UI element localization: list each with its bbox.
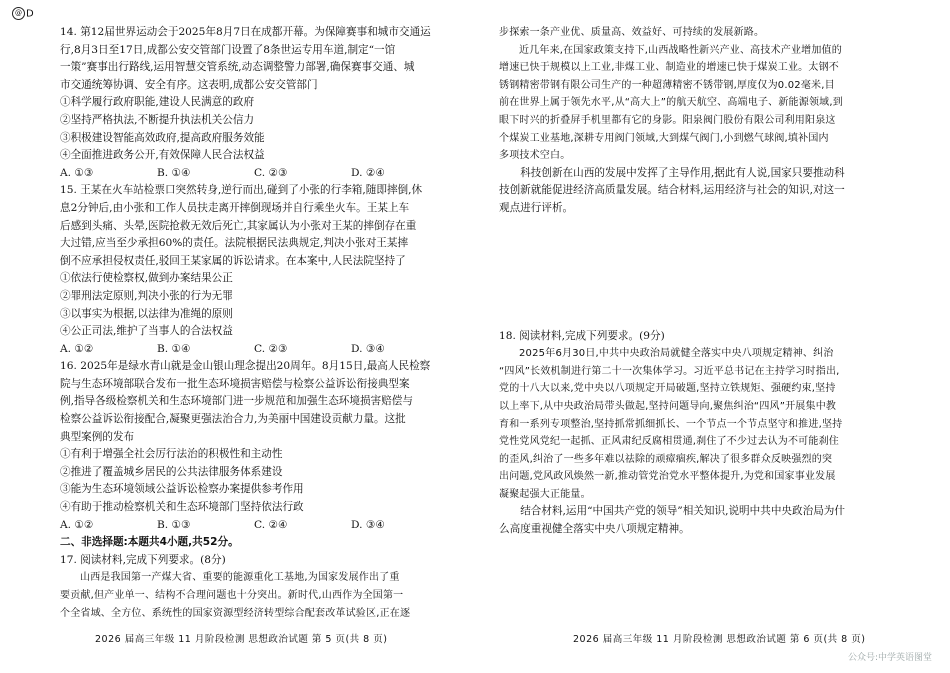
q15-item: ③以事实为根据,以法律为准绳的原则 [60, 307, 233, 320]
q16-stem-line: 典型案例的发布 [60, 430, 135, 443]
question-14 [60, 24, 450, 182]
q16-stem-line: 例,指导各级检察机关和生态环境部门进一步规范和加强生态环境损害赔偿与 [60, 395, 413, 408]
option-a: A. ①② [60, 518, 94, 531]
q14-item: ③积极建设智能高效政府,提高政府服务效能 [60, 131, 265, 144]
circle-mark: @ [12, 7, 25, 20]
q15-item: ①依法行使检察权,做到办案结果公正 [60, 272, 233, 285]
page-footer: 2026 届高三年级 11 月阶段检测 思想政治试题 第 5 页(共 8 页) [95, 634, 388, 645]
question-17-continued [499, 24, 899, 218]
q18-material-line: 出问题,党风政风焕然一新,推动管党治党水平整体提升,为党和国家事业发展 [499, 471, 836, 483]
version-letter: D [26, 8, 34, 20]
q17-material-line: 要贡献,但产业单一、结构不合理问题也十分突出。新时代,山西作为全国第一 [60, 590, 404, 601]
option-d: D. ③④ [351, 518, 385, 531]
q16-stem-line: 16. 2025年是绿水青山就是金山银山理念提出20周年。8月15日,最高人民检察 [60, 360, 431, 373]
q14-item: ①科学履行政府职能,建设人民满意的政府 [60, 96, 255, 109]
q16-stem-line: 院与生态环境部联合发布一批生态环境损害赔偿与检察公益诉讼衔接典型案 [60, 377, 410, 390]
q14-item: ②坚持严格执法,不断提升执法机关公信力 [60, 113, 255, 126]
q18-question-line: 么高度重视健全落实中央八项规定精神。 [499, 523, 690, 536]
q15-stem-line: 倒不应承担侵权责任,驳回王某家属的诉讼请求。在本案中,人民法院坚持了 [60, 254, 406, 267]
right-page [475, 0, 950, 673]
option-c: C. ②③ [254, 166, 288, 179]
q14-stem-line: 一策”赛事出行路线,运用智慧交管系统,动态调整警力部署,确保赛事交通、城 [60, 61, 415, 74]
option-b: B. ①④ [157, 342, 191, 355]
q15-stem-line: 15. 王某在火车站检票口突然转身,逆行而出,碰到了小张的行李箱,随即摔倒,休 [60, 184, 423, 197]
q14-item: ④全面推进政务公开,有效保障人民合法权益 [60, 149, 265, 162]
q18-material-line: 党的十八大以来,党中央以八项规定开局破题,坚持立铁规矩、强硬约束,坚持 [499, 383, 836, 395]
q18-material-line: 党性党风党纪一起抓、正风肃纪反腐相贯通,刹住了不少过去认为不可能刹住 [499, 436, 839, 448]
q14-stem-line: 14. 第12届世界运动会于2025年8月7日在成都开幕。为保障赛事和城市交通运 [60, 26, 431, 38]
q16-item: ③能为生态环境领域公益诉讼检察办案提供参考作用 [60, 483, 304, 496]
q14-stem-line: 市交通统筹协调、安全有序。这表明,成都公安交管部门 [60, 78, 318, 91]
right-column [499, 24, 899, 539]
q17-question-line: 科技创新在山西的发展中发挥了主导作用,据此有人说,国家只要推动科 [520, 166, 845, 179]
answer-space [499, 218, 899, 328]
q17-material-line: 个全省域、全方位、系统性的国家资源型经济转型综合配套改革试验区,正在逐 [60, 607, 411, 619]
q15-stem-line: 后感到头痛、头晕,医院抢救无效后死亡,其家属认为小张对王某的摔倒存在重 [60, 219, 417, 232]
q17-material-line: 锈钢精密带钢有限公司生产的一种超薄精密不锈带钢,厚度仅为0.02毫米,目 [499, 79, 835, 91]
q18-material-line: “四风”长效机制进行第二十一次集体学习。习近平总书记在主持学习时指出, [499, 365, 840, 377]
watermark: 公众号:中学英语图堂 [847, 653, 932, 663]
q18-material-line: 的歪风,纠治了一些多年难以祛除的顽瘴痼疾,解决了很多群众反映强烈的突 [499, 453, 833, 465]
q16-stem-line: 检察公益诉讼衔接配合,凝聚更强法治合力,为美丽中国建设贡献力量。这批 [60, 413, 406, 426]
q18-material-line: 2025年6月30日,中共中央政治局就健全落实中央八项规定精神、纠治 [519, 348, 834, 360]
q16-item: ④有助于推动检察机关和生态环境部门坚持依法行政 [60, 501, 304, 514]
option-d: D. ②④ [351, 166, 385, 179]
q17-material-line: 个煤炭工业基地,深耕专用阀门领域,大到煤气阀门,小到燃气球阀,填补国内 [499, 132, 829, 144]
option-a: A. ①② [60, 342, 94, 355]
q17-material-line: 眼下时兴的折叠屏手机里都有它的身影。阳泉阀门股份有限公司利用阳泉这 [499, 114, 836, 126]
q15-stem-line: 大过错,应当至少承担60%的责任。法院根据民法典规定,判决小张对王某摔 [60, 237, 409, 250]
section-heading: 二、非选择题:本题共4小题,共52分。 [60, 536, 239, 549]
q17-material-line: 近几年来,在国家政策支持下,山西战略性新兴产业、高技术产业增加值的 [519, 44, 842, 56]
q18-material-line: 凝聚起强大正能量。 [499, 488, 591, 500]
q16-item: ①有利于增强全社会厉行法治的积极性和主动性 [60, 448, 283, 461]
q17-material-line: 山西是我国第一产煤大省、重要的能源重化工基地,为国家发展作出了重 [80, 572, 400, 584]
option-b: B. ①④ [157, 166, 191, 179]
option-a: A. ①③ [60, 166, 94, 179]
option-b: B. ①③ [157, 518, 191, 531]
q17-question-line: 观点进行评析。 [499, 201, 574, 214]
left-column [60, 24, 450, 622]
q17-material-line: 增速已快于规模以上工业,非煤工业、制造业的增速已快于煤炭工业。太钢不 [499, 62, 839, 74]
q15-item: ②罪刑法定原则,判决小张的行为无罪 [60, 289, 233, 302]
q17-material-line: 前在世界上属于领先水平,从“高大上”的航天航空、高端电子、新能源领域,到 [499, 97, 843, 109]
question-15 [60, 182, 450, 358]
page-corner-mark [12, 7, 34, 20]
option-c: C. ②③ [254, 342, 288, 355]
option-c: C. ②④ [254, 518, 288, 531]
q18-title: 18. 阅读材料,完成下列要求。(9分) [499, 329, 665, 342]
question-17 [60, 552, 450, 622]
q14-options [60, 165, 450, 183]
q17-material-line: 步探索一条产业优、质量高、效益好、可持续的发展新路。 [499, 27, 765, 38]
page-footer: 2026 届高三年级 11 月阶段检测 思想政治试题 第 6 页(共 8 页) [573, 634, 866, 645]
q16-item: ②推进了覆盖城乡居民的公共法律服务体系建设 [60, 465, 283, 478]
q15-stem-line: 息2分钟后,由小张和工作人员扶走离开摔倒现场并自行乘坐火车。王某上车 [60, 201, 410, 214]
q17-title: 17. 阅读材料,完成下列要求。(8分) [60, 553, 226, 566]
q16-options [60, 517, 450, 535]
q14-stem-line: 行,8月3日至17日,成都公安交管部门设置了8条世运专用车道,制定“一馆 [60, 43, 396, 56]
q18-material-line: 以上率下,从中央政治局带头做起,坚持问题导向,聚焦纠治“四风”开展集中教 [499, 400, 837, 412]
q15-options [60, 341, 450, 359]
option-d: D. ③④ [351, 342, 385, 355]
q17-material-line: 多项技术空白。 [499, 150, 571, 162]
question-18 [499, 328, 899, 539]
q18-material-line: 育和一系列专项整治,坚持抓常抓细抓长、一个节点一个节点坚守和推进,坚持 [499, 418, 843, 430]
q18-question-line: 结合材料,运用“中国共产党的领导”相关知识,说明中共中央政治局为什 [520, 505, 845, 518]
q15-item: ④公正司法,维护了当事人的合法权益 [60, 325, 233, 338]
q17-question-line: 技创新就能促进经济高质量发展。结合材料,运用经济与社会的知识,对这一 [499, 184, 845, 197]
question-16 [60, 358, 450, 534]
